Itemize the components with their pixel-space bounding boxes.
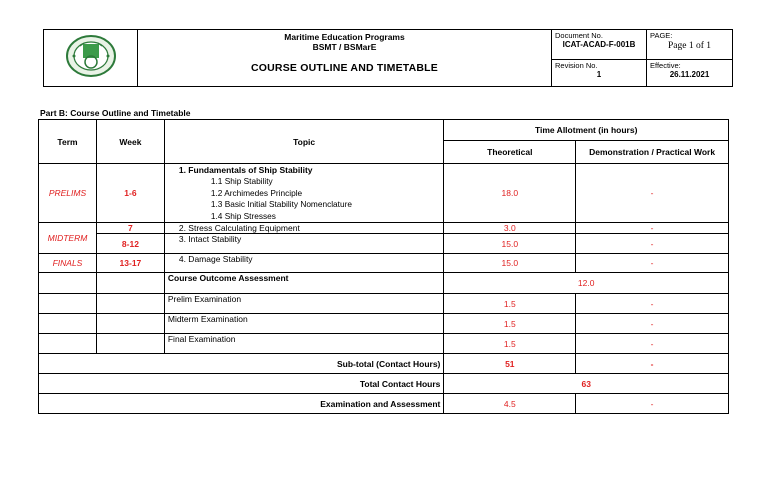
course-outline-table <box>38 119 729 414</box>
week-8-12: 8-12 <box>96 234 164 254</box>
demo-header: Demonstration / Practical Work <box>576 141 729 164</box>
table-row <box>39 374 729 394</box>
demo-final-exam: - <box>576 334 729 354</box>
table-row <box>39 273 729 294</box>
coa-value: 12.0 <box>444 273 729 294</box>
table-row <box>39 234 729 254</box>
table-row <box>39 334 729 354</box>
empty-cell <box>39 314 97 334</box>
exam-assessment-label: Examination and Assessment <box>39 394 444 414</box>
theoretical-week7: 3.0 <box>444 223 576 234</box>
demo-prelim-exam: - <box>576 294 729 314</box>
revision-value: 1 <box>596 70 602 79</box>
demo-week8-12: - <box>576 234 729 254</box>
institution-seal-logo <box>64 34 118 78</box>
course-title: COURSE OUTLINE AND TIMETABLE <box>250 62 438 74</box>
theoretical-finals: 15.0 <box>444 254 576 273</box>
demo-midterm-exam: - <box>576 314 729 334</box>
subtotal-demo: - <box>576 354 729 374</box>
topic-sub-item: 1.1 Ship Stability <box>210 176 273 186</box>
demo-finals: - <box>576 254 729 273</box>
program-line1: Maritime Education Programs <box>284 32 405 42</box>
table-row <box>39 294 729 314</box>
document-no-label: Document No. <box>555 31 603 40</box>
demo-prelims: - <box>576 164 729 223</box>
topic-sub-item: 1.3 Basic Initial Stability Nomenclature <box>210 199 352 209</box>
theoretical-final-exam: 1.5 <box>444 334 576 354</box>
topic-header: Topic <box>164 120 444 164</box>
topic-stress-equipment: 2. Stress Calculating Equipment <box>164 223 444 234</box>
exam-assessment-demo: - <box>576 394 729 414</box>
topic-prelims <box>164 164 444 223</box>
empty-cell <box>96 314 164 334</box>
revision-label: Revision No. <box>555 61 598 70</box>
table-row <box>39 164 729 223</box>
term-finals: FINALS <box>39 254 97 273</box>
total-value: 63 <box>444 374 729 394</box>
theoretical-midterm-exam: 1.5 <box>444 314 576 334</box>
topic-coa: Course Outcome Assessment <box>164 273 444 294</box>
document-no-value: ICAT-ACAD-F-001B <box>562 40 636 49</box>
revision-cell <box>552 60 647 87</box>
week-header: Week <box>96 120 164 164</box>
topic-final-exam: Final Examination <box>164 334 444 354</box>
topic-intact-stability: 3. Intact Stability <box>164 234 444 254</box>
part-b-title: Part B: Course Outline and Timetable <box>40 108 191 118</box>
empty-cell <box>96 273 164 294</box>
time-allotment-header: Time Allotment (in hours) <box>444 120 729 141</box>
theoretical-prelim-exam: 1.5 <box>444 294 576 314</box>
week-finals: 13-17 <box>96 254 164 273</box>
topic-sub-item: 1.4 Ship Stresses <box>210 210 276 221</box>
week-7: 7 <box>96 223 164 234</box>
effective-value: 26.11.2021 <box>669 70 710 79</box>
topic-prelims-main: 1. Fundamentals of Ship Stability <box>178 165 313 175</box>
theoretical-header: Theoretical <box>444 141 576 164</box>
empty-cell <box>39 334 97 354</box>
title-cell <box>138 30 552 87</box>
demo-week7: - <box>576 223 729 234</box>
term-header: Term <box>39 120 97 164</box>
empty-cell <box>96 294 164 314</box>
page-cell <box>647 30 733 60</box>
document-no-cell <box>552 30 647 60</box>
total-label: Total Contact Hours <box>39 374 444 394</box>
effective-cell <box>647 60 733 87</box>
table-row <box>39 254 729 273</box>
topic-sub-item: 1.2 Archimedes Principle <box>210 187 303 198</box>
logo-cell <box>44 30 138 87</box>
exam-assessment-theoretical: 4.5 <box>444 394 576 414</box>
effective-label: Effective: <box>650 61 681 70</box>
document-header <box>43 29 733 87</box>
empty-cell <box>39 273 97 294</box>
term-midterm: MIDTERM <box>39 223 97 254</box>
topic-damage-stability: 4. Damage Stability <box>164 254 444 273</box>
subtotal-theoretical: 51 <box>444 354 576 374</box>
page-value: Page 1 of 1 <box>667 41 711 51</box>
table-row <box>39 354 729 374</box>
empty-cell <box>96 334 164 354</box>
empty-cell <box>39 294 97 314</box>
table-row <box>39 314 729 334</box>
theoretical-week8-12: 15.0 <box>444 234 576 254</box>
table-row <box>39 394 729 414</box>
term-prelims: PRELIMS <box>39 164 97 223</box>
topic-midterm-exam: Midterm Examination <box>164 314 444 334</box>
program-line2: BSMT / BSMarE <box>312 42 377 52</box>
page-label: PAGE: <box>650 31 673 40</box>
week-prelims: 1-6 <box>96 164 164 223</box>
table-row <box>39 223 729 234</box>
subtotal-label: Sub-total (Contact Hours) <box>39 354 444 374</box>
topic-prelim-exam: Prelim Examination <box>164 294 444 314</box>
theoretical-prelims: 18.0 <box>444 164 576 223</box>
